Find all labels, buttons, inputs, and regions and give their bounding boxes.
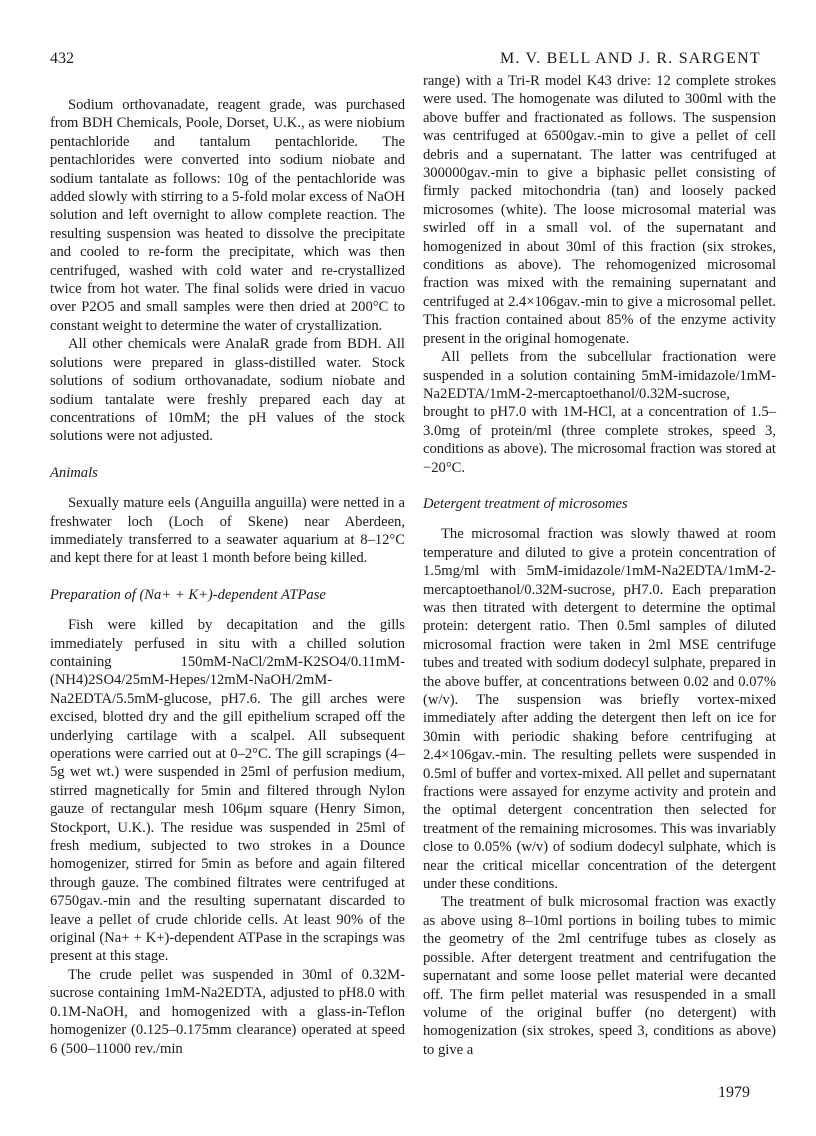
right-column [423,72,776,1059]
running-header-authors: M. V. BELL AND J. R. SARGENT [500,50,761,67]
paragraph-crude-pellet: The crude pellet was suspended in 30ml of 0.32M-sucrose containing 1mM-Na2EDTA, adjusted to pH8.0 with 0.1M-NaOH, and homogenized with a glass-in-Teflon homogenizer (0.125–0.175mm clearance) operated at speed 6 (500–11000 rev./min [50,966,405,1057]
paragraph-fractionation: range) with a Tri-R model K43 drive: 12 complete strokes were used. The homogenate was diluted to 300ml with the above buffer and fractionated as follows. The suspension was centrifuged at 6500gav.-min to give a pellet of cell debris and a supernatant. The latter was centrifuged at 300000gav.-min to give a biphasic pellet consisting of firmly packed mitochondria (tan) and loosely packed microsomes (white). The loose microsomal material was swirled off in a small vol. of the supernatant and homogenized in about 30ml of this fraction (six strokes, conditions as above). The rehomogenized microsomal fraction was mixed with the remaining supernatant and centrifuged at 2.4×106gav.-min to give a microsomal pellet. This fraction contained about 85% of the enzyme activity present in the original homogenate. [423,73,776,347]
paragraph-gill-preparation: Fish were killed by decapitation and the gills immediately perfused in situ with a chilled solution containing 150mM-NaCl/2mM-K2SO4/0.11mM-(NH4)2SO4/25mM-Hepes/12mM-NaOH/2mM-Na2EDTA/5.5mM-glucose, pH7.6. The gill arches were excised, blotted dry and the gill epithelium scraped off the underlying cartilage with a scalpel. All subsequent operations were carried out at 0–2°C. The gill scrapings (4–5g wet wt.) were suspended in 25ml of perfusion medium, stirred magnetically for 5min and filtered through Nylon gauze of rectangular mesh 106μm square (Henry Simon, Stockport, U.K.). The residue was suspended in 25ml of fresh medium, subjected to two strokes in a Dounce homogenizer, stirred for 5min as before and again filtered through gauze. The combined filtrates were centrifuged at 6750gav.-min and the resulting supernatant discarded to leave a pellet of crude chloride cells. At least 90% of the original (Na+ + K+)-dependent ATPase in the scrapings was present at this stage. [50,617,405,965]
paragraph-chemicals: All other chemicals were AnalaR grade from BDH. All solutions were prepared in glass-distilled water. Stock solutions of sodium orthovanadate, sodium niobate and sodium tantalate were freshly prepared each day at concentrations of 10mM; the pH values of the stock solutions were not adjusted. [50,336,405,445]
left-column [50,96,405,1058]
paragraph-pellets: All pellets from the subcellular fractionation were suspended in a solution containing 5mM-imidazole/1mM-Na2EDTA/1mM-2-mercaptoethanol/0.32M-sucrose, brought to pH7.0 with 1M-HCl, at a concentration of 1.5–3.0mg of protein/ml (three complete strokes, speed 3, conditions as above). The microsomal fraction was stored at −20°C. [423,349,776,476]
paragraph-animals: Sexually mature eels (Anguilla anguilla) were netted in a freshwater loch (Loch of Skene) near Aberdeen, immediately transferred to a seawater aquarium at 8–12°C and kept there for at least 1 month before being killed. [50,495,405,567]
paragraph-bulk-treatment: The treatment of bulk microsomal fraction was exactly as above using 8–10ml portions in boiling tubes to mimic the geometry of the 2ml centrifuge tubes as closely as possible. After detergent treatment and centrifugation the supernatant and some loose pellet material were decanted off. The firm pellet material was resuspended in a small volume of the original buffer (no detergent) with homogenization (six strokes, speed 3, conditions as above) to give a [423,894,776,1058]
section-heading-preparation: Preparation of (Na+ + K+)-dependent ATPase [50,586,326,603]
section-heading-animals: Animals [50,464,98,481]
section-heading-detergent: Detergent treatment of microsomes [423,495,628,512]
paragraph-detergent-titration: The microsomal fraction was slowly thawed at room temperature and diluted to give a protein concentration of 1.5mg/ml with 5mM-imidazole/1mM-Na2EDTA/1mM-2-mercaptoethanol/0.32M-sucrose, pH7.0. Each preparation was then titrated with detergent to determine the optimal protein: detergent ratio. Then 0.5ml samples of diluted microsomal fraction were taken in 2ml MSE centrifuge tubes and treated with sodium dodecyl sulphate, prepared in the above buffer, at concentrations between 0.02 and 0.07% (w/v). The suspension was briefly vortex-mixed immediately after adding the detergent then left on ice for 30min with periodic shaking before centrifuging at 2.4×106gav.-min. The resulting pellets were suspended in 0.5ml of buffer and vortex-mixed. All pellet and supernatant fractions were assayed for enzyme activity and protein and the optimal detergent concentration then selected for treatment of the remaining microsomes. This was invariably close to 0.05% (w/v) of sodium dodecyl sulphate, which is near the critical micellar concentration of the detergent under these conditions. [423,526,776,893]
footer-year: 1979 [718,1084,750,1101]
page-number: 432 [50,50,74,67]
paragraph-materials: Sodium orthovanadate, reagent grade, was purchased from BDH Chemicals, Poole, Dorset, U.K., as were niobium pentachloride and tantalum pentachloride. The pentachlorides were converted into sodium niobate and sodium tantalate as follows: 10g of the pentachloride was added slowly with stirring to a 5-fold molar excess of NaOH solution and left overnight to allow complete reaction. The resulting suspension was heated to dissolve the precipitate and cooled to re-form the precipitate, which was then centrifuged, washed with cold water and re-crystallized twice from hot water. The final solids were dried in vacuo over P2O5 and small samples were then dried at 200°C to constant weight to determine the water of crystallization. [50,97,405,334]
